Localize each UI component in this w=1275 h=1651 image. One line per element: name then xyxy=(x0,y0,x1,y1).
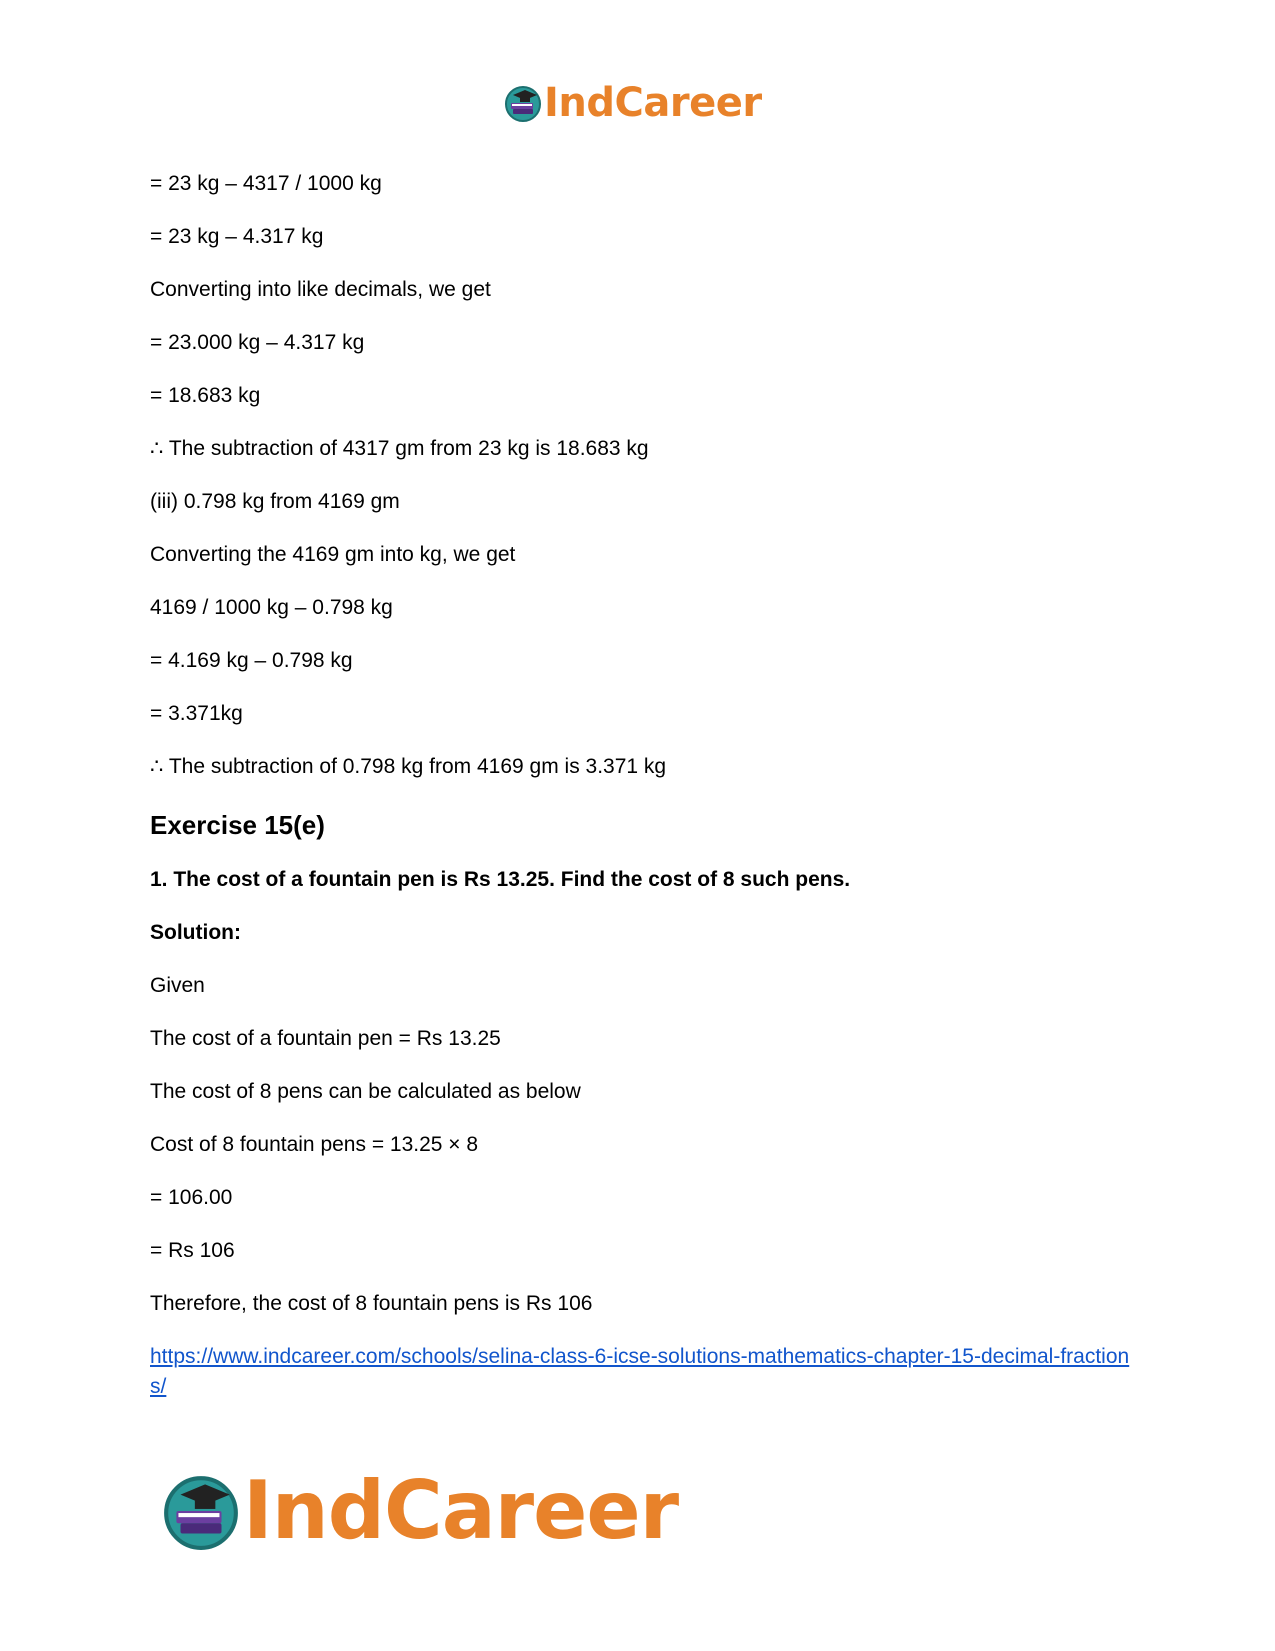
brand-name: IndCareer xyxy=(544,80,762,126)
brand-name: IndCareer xyxy=(243,1464,679,1557)
exercise-heading: Exercise 15(e) xyxy=(150,810,325,840)
conclusion-line: ∴ The subtraction of 0.798 kg from 4169 gm is 3.371 kg xyxy=(150,755,667,778)
solution-step: = 3.371kg xyxy=(150,702,243,725)
subpart-label: (iii) 0.798 kg from 4169 gm xyxy=(150,490,400,513)
solution-step: The cost of a fountain pen = Rs 13.25 xyxy=(150,1027,501,1050)
footer-logo xyxy=(160,1466,678,1556)
source-link[interactable]: https://www.indcareer.com/schools/selina-class-6-icse-solutions-mathematics-chapter-15-decimal-fractions/ xyxy=(150,1345,1130,1398)
header-logo xyxy=(503,78,762,128)
solution-step: Given xyxy=(150,974,205,997)
solution-step: = Rs 106 xyxy=(150,1239,235,1262)
question-text: 1. The cost of a fountain pen is Rs 13.25. Find the cost of 8 such pens. xyxy=(150,868,851,891)
globe-book-icon xyxy=(503,83,543,123)
solution-step: Converting the 4169 gm into kg, we get xyxy=(150,543,516,566)
solution-step: = 4.169 kg – 0.798 kg xyxy=(150,649,353,672)
globe-book-icon xyxy=(160,1470,242,1552)
solution-step: = 23 kg – 4.317 kg xyxy=(150,225,324,248)
solution-step: = 23.000 kg – 4.317 kg xyxy=(150,331,365,354)
solution-step: Converting into like decimals, we get xyxy=(150,278,491,301)
solution-step: The cost of 8 pens can be calculated as below xyxy=(150,1080,581,1103)
solution-step: = 106.00 xyxy=(150,1186,233,1209)
solution-label: Solution: xyxy=(150,921,241,944)
solution-step: Cost of 8 fountain pens = 13.25 × 8 xyxy=(150,1133,479,1156)
solution-step: 4169 / 1000 kg – 0.798 kg xyxy=(150,596,393,619)
conclusion-line: Therefore, the cost of 8 fountain pens is Rs 106 xyxy=(150,1292,593,1315)
conclusion-line: ∴ The subtraction of 4317 gm from 23 kg is 18.683 kg xyxy=(150,437,649,460)
solution-step: = 18.683 kg xyxy=(150,384,261,407)
solution-step: = 23 kg – 4317 / 1000 kg xyxy=(150,172,382,195)
